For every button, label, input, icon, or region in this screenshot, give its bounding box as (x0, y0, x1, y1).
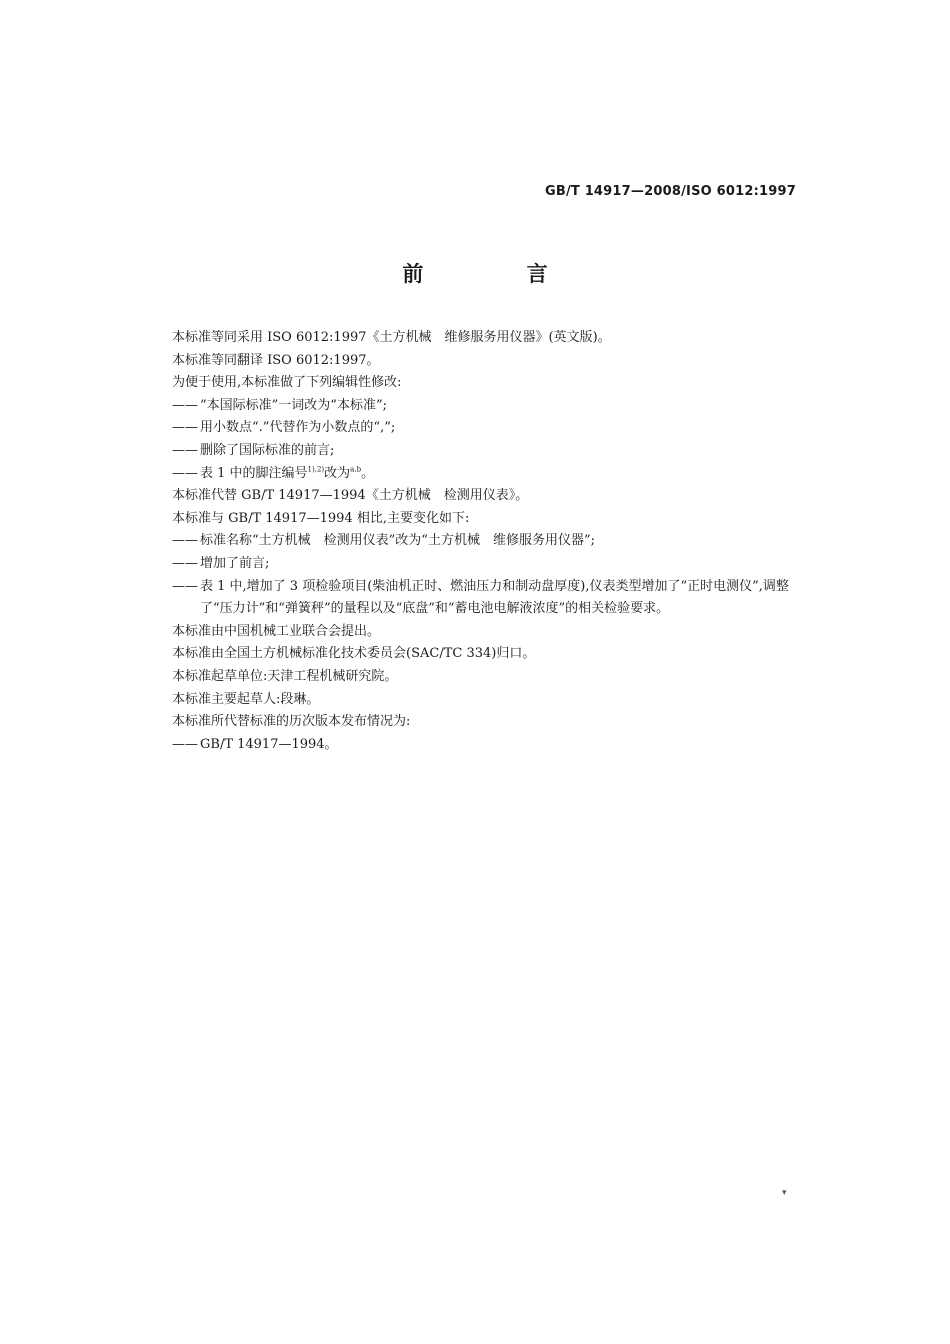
dash-marker: —— (172, 420, 198, 436)
foreword-body (172, 327, 804, 756)
list-item (172, 395, 804, 418)
list-item (172, 734, 804, 757)
dash-marker: —— (172, 736, 198, 752)
list-item (172, 463, 804, 486)
list-item-text: 删除了国际标准的前言; (200, 442, 335, 458)
page-mark: ▾ (782, 1188, 787, 1198)
dash-marker: —— (172, 555, 198, 571)
paragraph: 本标准所代替标准的历次版本发布情况为: (172, 714, 411, 730)
page-title: 前 言 (402, 262, 596, 286)
paragraph: 本标准等同采用 ISO 6012:1997《土方机械 维修服务用仪器》(英文版)。 (172, 330, 611, 345)
paragraph: 本标准与 GB/T 14917—1994 相比,主要变化如下: (172, 510, 470, 526)
paragraph: 本标准起草单位:天津工程机械研究院。 (172, 668, 398, 684)
list-item-text: “本国际标准”一词改为“本标准”; (200, 397, 387, 413)
dash-marker: —— (172, 465, 198, 481)
dash-marker: —— (172, 578, 198, 594)
list-item-text: 用小数点“.”代替作为小数点的“,”; (200, 420, 396, 436)
paragraph: 本标准代替 GB/T 14917—1994《土方机械 检测用仪表》。 (172, 488, 529, 504)
dash-marker: —— (172, 533, 198, 549)
list-item-text: 表 1 中,增加了 3 项检验项目(柴油机正时、燃油压力和制动盘厚度),仪表类型增加了“正时电测仪”,调整了“压力计”和“弹簧秤”的量程以及“底盘”和“蓄电池电解液浓度”的相关检验要求。 (200, 578, 789, 617)
list-item (172, 530, 804, 553)
footnote-superscript: 1),2) (307, 465, 325, 474)
list-item (172, 576, 804, 621)
dash-marker: —— (172, 397, 198, 413)
list-item-text: 。 (361, 465, 375, 481)
list-item-text: 增加了前言; (200, 555, 270, 571)
list-item-text: GB/T 14917—1994。 (200, 736, 338, 752)
paragraph: 本标准等同翻译 ISO 6012:1997。 (172, 352, 380, 368)
paragraph: 为便于使用,本标准做了下列编辑性修改: (172, 375, 402, 391)
list-item-text: 表 1 中的脚注编号 (200, 465, 308, 481)
paragraph: 本标准主要起草人:段琳。 (172, 691, 320, 707)
footnote-superscript: a,b (350, 465, 362, 474)
list-item-text: 改为 (324, 465, 351, 481)
list-item (172, 553, 804, 576)
document-code: GB/T 14917—2008/ISO 6012:1997 (544, 184, 796, 199)
paragraph: 本标准由中国机械工业联合会提出。 (172, 623, 381, 639)
list-item (172, 417, 804, 440)
list-item (172, 440, 804, 463)
dash-marker: —— (172, 442, 198, 458)
list-item-text: 标准名称“土方机械 检测用仪表”改为“土方机械 维修服务用仪器”; (200, 533, 595, 549)
paragraph: 本标准由全国土方机械标准化技术委员会(SAC/TC 334)归口。 (172, 646, 536, 662)
